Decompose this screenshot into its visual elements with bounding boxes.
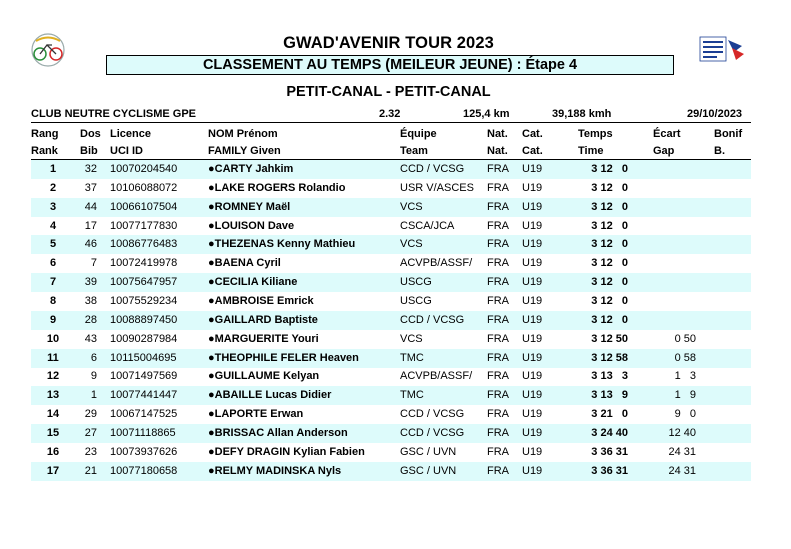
time-cell: 3 12 0	[591, 219, 628, 232]
race-distance: 125,4 km	[463, 108, 510, 120]
header-bib: Bib	[80, 145, 98, 157]
category-cell: U19	[522, 408, 543, 421]
rank-cell: 8	[49, 294, 57, 307]
average-speed: 39,188 kmh	[552, 108, 612, 120]
bib-cell: 44	[84, 200, 97, 213]
time-cell: 3 12 0	[591, 257, 628, 270]
table-row	[31, 462, 751, 481]
time-cell: 3 12 0	[591, 313, 628, 326]
team-cell: CCD / VCSG	[400, 408, 465, 421]
nationality-cell: FRA	[487, 200, 509, 213]
table-header-fr	[31, 126, 751, 142]
rider-name-cell: ●LAPORTE Erwan	[208, 408, 304, 421]
rank-cell: 2	[49, 181, 57, 194]
uci-id-cell: 10077441447	[110, 389, 178, 402]
rank-cell: 12	[46, 370, 60, 383]
rider-name-cell: ●RELMY MADINSKA Nyls	[208, 464, 342, 477]
gap-cell: 0 50	[674, 332, 696, 345]
header-temps: Temps	[578, 128, 613, 140]
bib-cell: 43	[84, 332, 97, 345]
rank-cell: 1	[49, 163, 57, 175]
rider-name-cell: ●GAILLARD Baptiste	[208, 313, 318, 326]
table-row	[31, 443, 751, 462]
header-team: Team	[400, 145, 428, 157]
category-cell: U19	[522, 200, 543, 213]
team-cell: CCD / VCSG	[400, 426, 465, 439]
time-cell: 3 24 40	[591, 426, 628, 439]
bib-cell: 37	[84, 181, 97, 194]
race-date: 29/10/2023	[687, 108, 743, 120]
team-cell: GSC / UVN	[400, 445, 457, 458]
uci-id-cell: 10077180658	[110, 464, 178, 477]
gap-cell: 9 0	[674, 408, 696, 421]
team-cell: USCG	[400, 276, 432, 289]
nationality-cell: FRA	[487, 351, 509, 364]
rank-cell: 9	[49, 313, 57, 326]
table-row	[31, 179, 751, 198]
bib-cell: 32	[84, 163, 97, 175]
rider-name-cell: ●LOUISON Dave	[208, 219, 295, 232]
category-cell: U19	[522, 276, 543, 289]
nationality-cell: FRA	[487, 219, 509, 232]
gap-cell: 24 31	[668, 464, 696, 477]
gap-cell: 1 9	[674, 389, 696, 402]
rank-cell: 14	[46, 408, 60, 421]
team-cell: CSCA/JCA	[400, 219, 455, 232]
team-cell: VCS	[400, 200, 423, 213]
category-cell: U19	[522, 445, 543, 458]
rank-cell: 16	[46, 445, 60, 458]
time-cell: 3 13 9	[591, 389, 628, 402]
nationality-cell: FRA	[487, 426, 509, 439]
category-cell: U19	[522, 238, 543, 251]
nationality-cell: FRA	[487, 238, 509, 251]
uci-id-cell: 10075529234	[110, 294, 178, 307]
team-cell: GSC / UVN	[400, 464, 457, 477]
time-cell: 3 36 31	[591, 464, 628, 477]
category-cell: U19	[522, 370, 543, 383]
rider-name-cell: ●THEZENAS Kenny Mathieu	[208, 238, 356, 251]
bib-cell: 9	[90, 370, 97, 383]
nationality-cell: FRA	[487, 163, 509, 175]
race-duration: 2.32	[379, 108, 401, 120]
classification-subtitle: CLASSEMENT AU TEMPS (MEILEUR JEUNE) : Étape 4	[106, 55, 674, 75]
rank-cell: 17	[46, 464, 60, 477]
rank-cell: 10	[46, 332, 60, 345]
rider-name-cell: ●ROMNEY Maël	[208, 200, 291, 213]
uci-id-cell: 10077177830	[110, 219, 178, 232]
rider-name-cell: ●CECILIA Kiliane	[208, 276, 298, 289]
bib-cell: 39	[84, 276, 97, 289]
nationality-cell: FRA	[487, 445, 509, 458]
bib-cell: 27	[84, 426, 97, 439]
bib-cell: 17	[84, 219, 97, 232]
time-cell: 3 36 31	[591, 445, 628, 458]
header-bonif: Bonif	[714, 128, 743, 140]
team-cell: VCS	[400, 238, 423, 251]
header-cat: Cat.	[522, 128, 543, 140]
uci-id-cell: 10070204540	[110, 163, 178, 175]
rank-cell: 6	[49, 257, 57, 270]
header-licence: Licence	[110, 128, 151, 140]
gap-cell: 12 40	[668, 426, 696, 439]
category-cell: U19	[522, 219, 543, 232]
team-cell: TMC	[400, 351, 424, 364]
bib-cell: 46	[84, 238, 97, 251]
bib-cell: 6	[90, 351, 97, 364]
uci-id-cell: 10088897450	[110, 313, 178, 326]
nationality-cell: FRA	[487, 294, 509, 307]
uci-id-cell: 10067147525	[110, 408, 178, 421]
rank-cell: 5	[49, 238, 57, 251]
time-cell: 3 21 0	[591, 408, 628, 421]
header-rang: Rang	[31, 128, 59, 140]
header-nom: NOM Prénom	[208, 128, 278, 140]
team-cell: ACVPB/ASSF/	[400, 257, 473, 270]
bib-cell: 28	[84, 313, 97, 326]
table-row	[31, 273, 751, 292]
rank-cell: 7	[49, 276, 57, 289]
bib-cell: 23	[84, 445, 97, 458]
header-b: B.	[714, 145, 725, 157]
table-row	[31, 405, 751, 424]
table-row	[31, 217, 751, 236]
time-cell: 3 13 3	[591, 370, 628, 383]
uci-id-cell: 10072419978	[110, 257, 178, 270]
gap-cell: 24 31	[668, 445, 696, 458]
header-family-given: FAMILY Given	[208, 145, 281, 157]
nationality-cell: FRA	[487, 389, 509, 402]
uci-id-cell: 10090287984	[110, 332, 178, 345]
nationality-cell: FRA	[487, 370, 509, 383]
time-cell: 3 12 0	[591, 181, 628, 194]
stage-route: PETIT-CANAL - PETIT-CANAL	[286, 84, 491, 100]
rider-name-cell: ●CARTY Jahkim	[208, 163, 294, 175]
category-cell: U19	[522, 163, 543, 175]
rider-name-cell: ●MARGUERITE Youri	[208, 332, 319, 345]
club-name: CLUB NEUTRE CYCLISME GPE	[31, 108, 197, 120]
team-cell: CCD / VCSG	[400, 313, 465, 326]
bib-cell: 7	[90, 257, 97, 270]
time-cell: 3 12 0	[591, 238, 628, 251]
gap-cell: 1 3	[674, 370, 696, 383]
header-rank: Rank	[31, 145, 58, 157]
table-row	[31, 292, 751, 311]
time-cell: 3 12 0	[591, 276, 628, 289]
category-cell: U19	[522, 426, 543, 439]
rider-name-cell: ●BRISSAC Allan Anderson	[208, 426, 348, 439]
table-row	[31, 160, 751, 179]
team-cell: TMC	[400, 389, 424, 402]
table-row	[31, 367, 751, 386]
team-cell: CCD / VCSG	[400, 163, 465, 175]
table-row	[31, 198, 751, 217]
team-cell: ACVPB/ASSF/	[400, 370, 473, 383]
rider-name-cell: ●LAKE ROGERS Rolandio	[208, 181, 346, 194]
nationality-cell: FRA	[487, 332, 509, 345]
rank-cell: 3	[49, 200, 57, 213]
header-cat-en: Cat.	[522, 145, 543, 157]
rider-name-cell: ●AMBROISE Emrick	[208, 294, 314, 307]
uci-id-cell: 10073937626	[110, 445, 178, 458]
bib-cell: 1	[90, 389, 97, 402]
uci-id-cell: 10106088072	[110, 181, 178, 194]
category-cell: U19	[522, 181, 543, 194]
header-gap: Gap	[653, 145, 675, 157]
table-header-en	[31, 143, 751, 159]
nationality-cell: FRA	[487, 408, 509, 421]
gap-cell: 0 58	[674, 351, 696, 364]
nationality-cell: FRA	[487, 464, 509, 477]
divider	[31, 122, 751, 123]
rider-name-cell: ●THEOPHILE FELER Heaven	[208, 351, 359, 364]
rank-cell: 11	[47, 351, 59, 364]
uci-id-cell: 10115004695	[110, 351, 177, 364]
nationality-cell: FRA	[487, 181, 509, 194]
table-row	[31, 330, 751, 349]
uci-id-cell: 10075647957	[110, 276, 178, 289]
time-cell: 3 12 50	[591, 332, 628, 345]
header-equipe: Équipe	[400, 128, 437, 140]
category-cell: U19	[522, 332, 543, 345]
time-cell: 3 12 0	[591, 200, 628, 213]
rider-name-cell: ●DEFY DRAGIN Kylian Fabien	[208, 445, 365, 458]
rank-cell: 15	[46, 426, 60, 439]
table-row	[31, 254, 751, 273]
header-time: Time	[578, 145, 604, 157]
rank-cell: 4	[49, 219, 57, 232]
header-nat: Nat.	[487, 128, 508, 140]
rider-name-cell: ●ABAILLE Lucas Didier	[208, 389, 332, 402]
uci-id-cell: 10071497569	[110, 370, 178, 383]
team-cell: USR V/ASCES	[400, 181, 474, 194]
bib-cell: 21	[84, 464, 97, 477]
table-row	[31, 386, 751, 405]
category-cell: U19	[522, 294, 543, 307]
time-cell: 3 12 0	[591, 294, 628, 307]
category-cell: U19	[522, 313, 543, 326]
team-cell: USCG	[400, 294, 432, 307]
header-nat-en: Nat.	[487, 145, 508, 157]
time-cell: 3 12 58	[591, 351, 628, 364]
rank-cell: 13	[46, 389, 60, 402]
rider-name-cell: ●GUILLAUME Kelyan	[208, 370, 320, 383]
bib-cell: 29	[84, 408, 97, 421]
table-row	[31, 349, 751, 368]
category-cell: U19	[522, 257, 543, 270]
category-cell: U19	[522, 389, 543, 402]
nationality-cell: FRA	[487, 276, 509, 289]
rider-name-cell: ●BAENA Cyril	[208, 257, 281, 270]
bib-cell: 38	[84, 294, 97, 307]
header-uci-id: UCI ID	[110, 145, 143, 157]
uci-id-cell: 10066107504	[110, 200, 178, 213]
header-ecart: Écart	[653, 128, 681, 140]
nationality-cell: FRA	[487, 313, 509, 326]
uci-id-cell: 10086776483	[110, 238, 178, 251]
nationality-cell: FRA	[487, 257, 509, 270]
header-dos: Dos	[80, 128, 101, 140]
category-cell: U19	[522, 351, 543, 364]
uci-id-cell: 10071118865	[110, 426, 176, 439]
race-info	[31, 106, 749, 122]
table-row	[31, 311, 751, 330]
table-row	[31, 424, 751, 443]
category-cell: U19	[522, 464, 543, 477]
table-row	[31, 235, 751, 254]
time-cell: 3 12 0	[591, 163, 628, 175]
team-cell: VCS	[400, 332, 423, 345]
page-title: GWAD'AVENIR TOUR 2023	[283, 34, 494, 52]
